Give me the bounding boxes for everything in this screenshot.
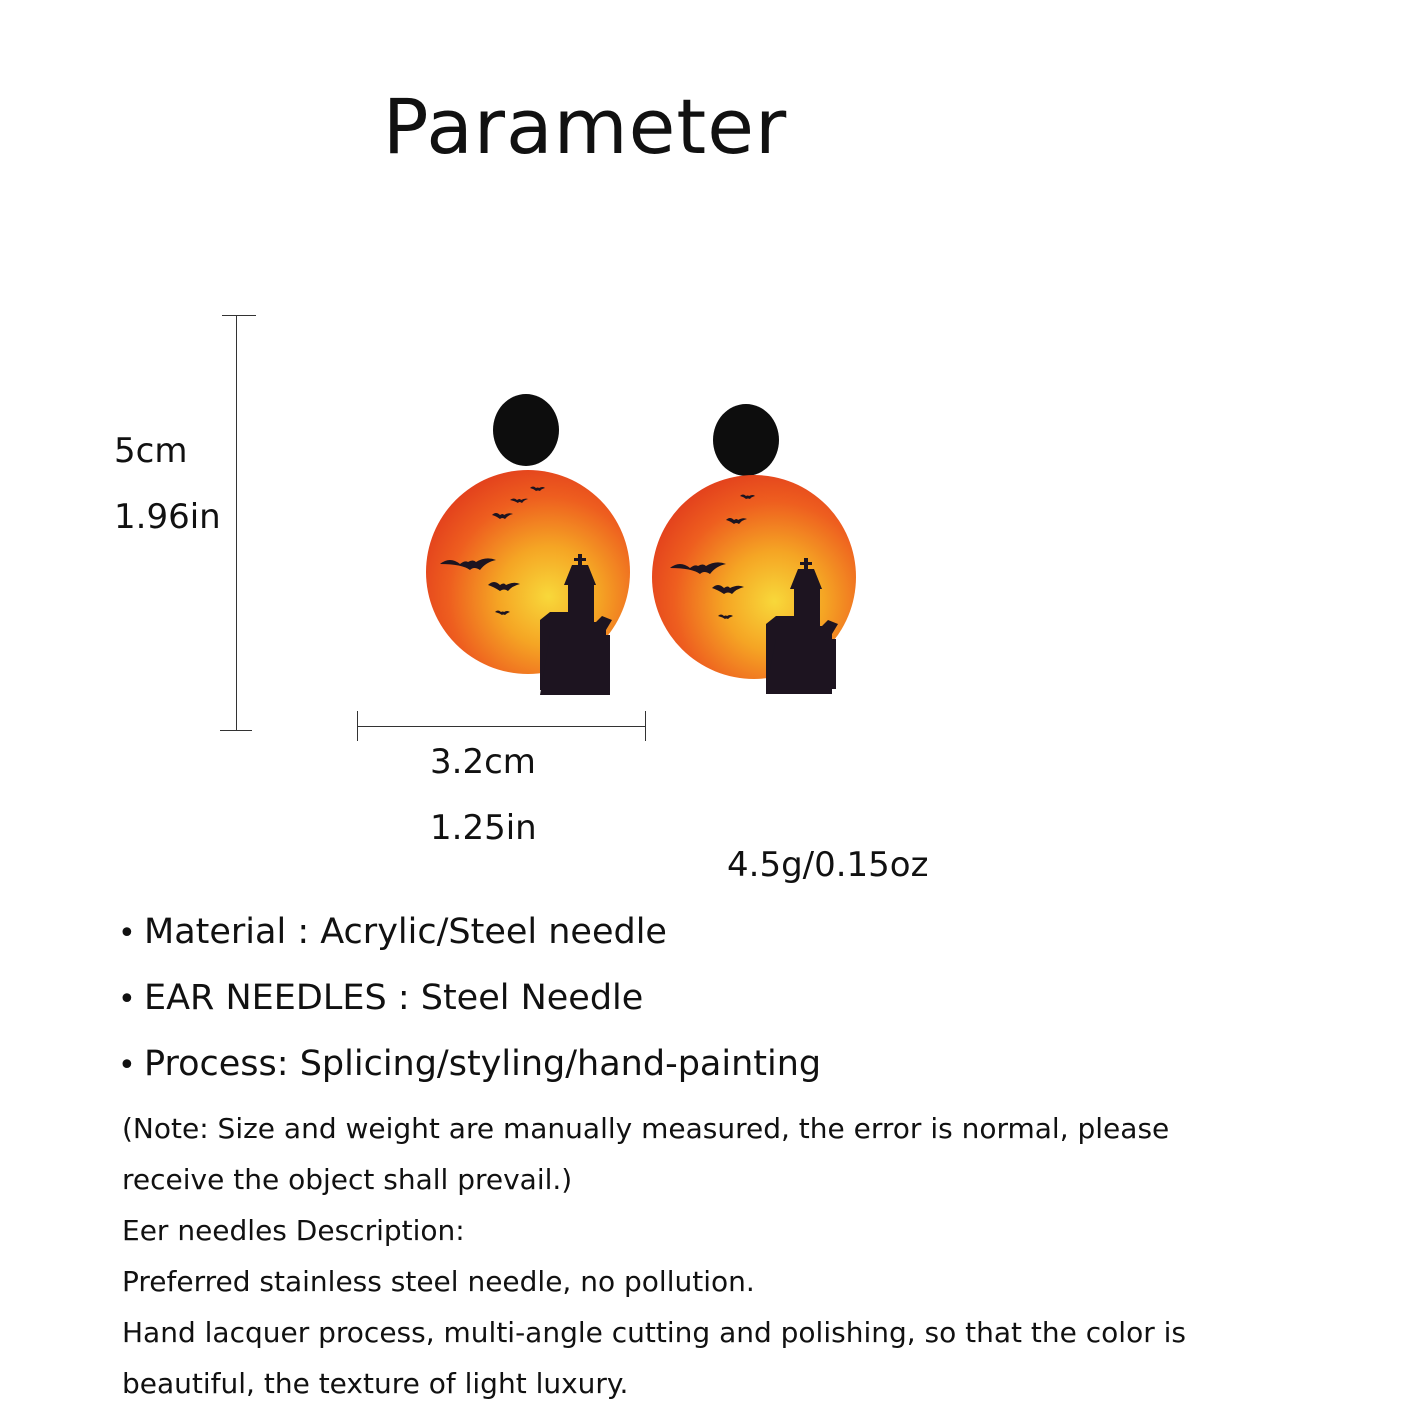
left-stud [493,394,559,466]
note-line-4: Preferred stainless steel needle, no pollution. [122,1265,755,1298]
spec-material [118,912,667,952]
bullet-icon: • [118,916,136,951]
page-title: Parameter [382,82,788,171]
right-earring [652,404,856,694]
height-in-label: 1.96in [114,497,221,537]
width-cm-label: 3.2cm [430,742,536,782]
width-marker-line [357,726,646,727]
height-marker-line [236,315,237,731]
width-in-label: 1.25in [430,808,537,848]
spec-process-text: Process: Splicing/styling/hand-painting [144,1044,822,1084]
note-line-6: beautiful, the texture of light luxury. [122,1367,629,1400]
note-line-2: receive the object shall prevail.) [122,1163,573,1196]
note-line-5: Hand lacquer process, multi-angle cutting and polishing, so that the color is [122,1316,1186,1349]
bullet-icon: • [118,1048,136,1083]
spec-process [118,1044,821,1084]
earrings-image [400,380,880,700]
right-stud [713,404,779,476]
note-line-1: (Note: Size and weight are manually measured, the error is normal, please [122,1112,1170,1145]
width-marker-right-cap [645,711,646,741]
height-marker-top-cap [222,315,256,316]
spec-ear-needles [118,978,643,1018]
note-line-3: Eer needles Description: [122,1214,465,1247]
spec-ear-needles-text: EAR NEEDLES : Steel Needle [144,978,644,1018]
left-earring [426,394,630,695]
spec-material-text: Material : Acrylic/Steel needle [144,912,667,952]
height-marker-bottom-cap [220,730,252,731]
bullet-icon: • [118,982,136,1017]
weight-label: 4.5g/0.15oz [727,845,929,885]
height-cm-label: 5cm [114,431,188,471]
